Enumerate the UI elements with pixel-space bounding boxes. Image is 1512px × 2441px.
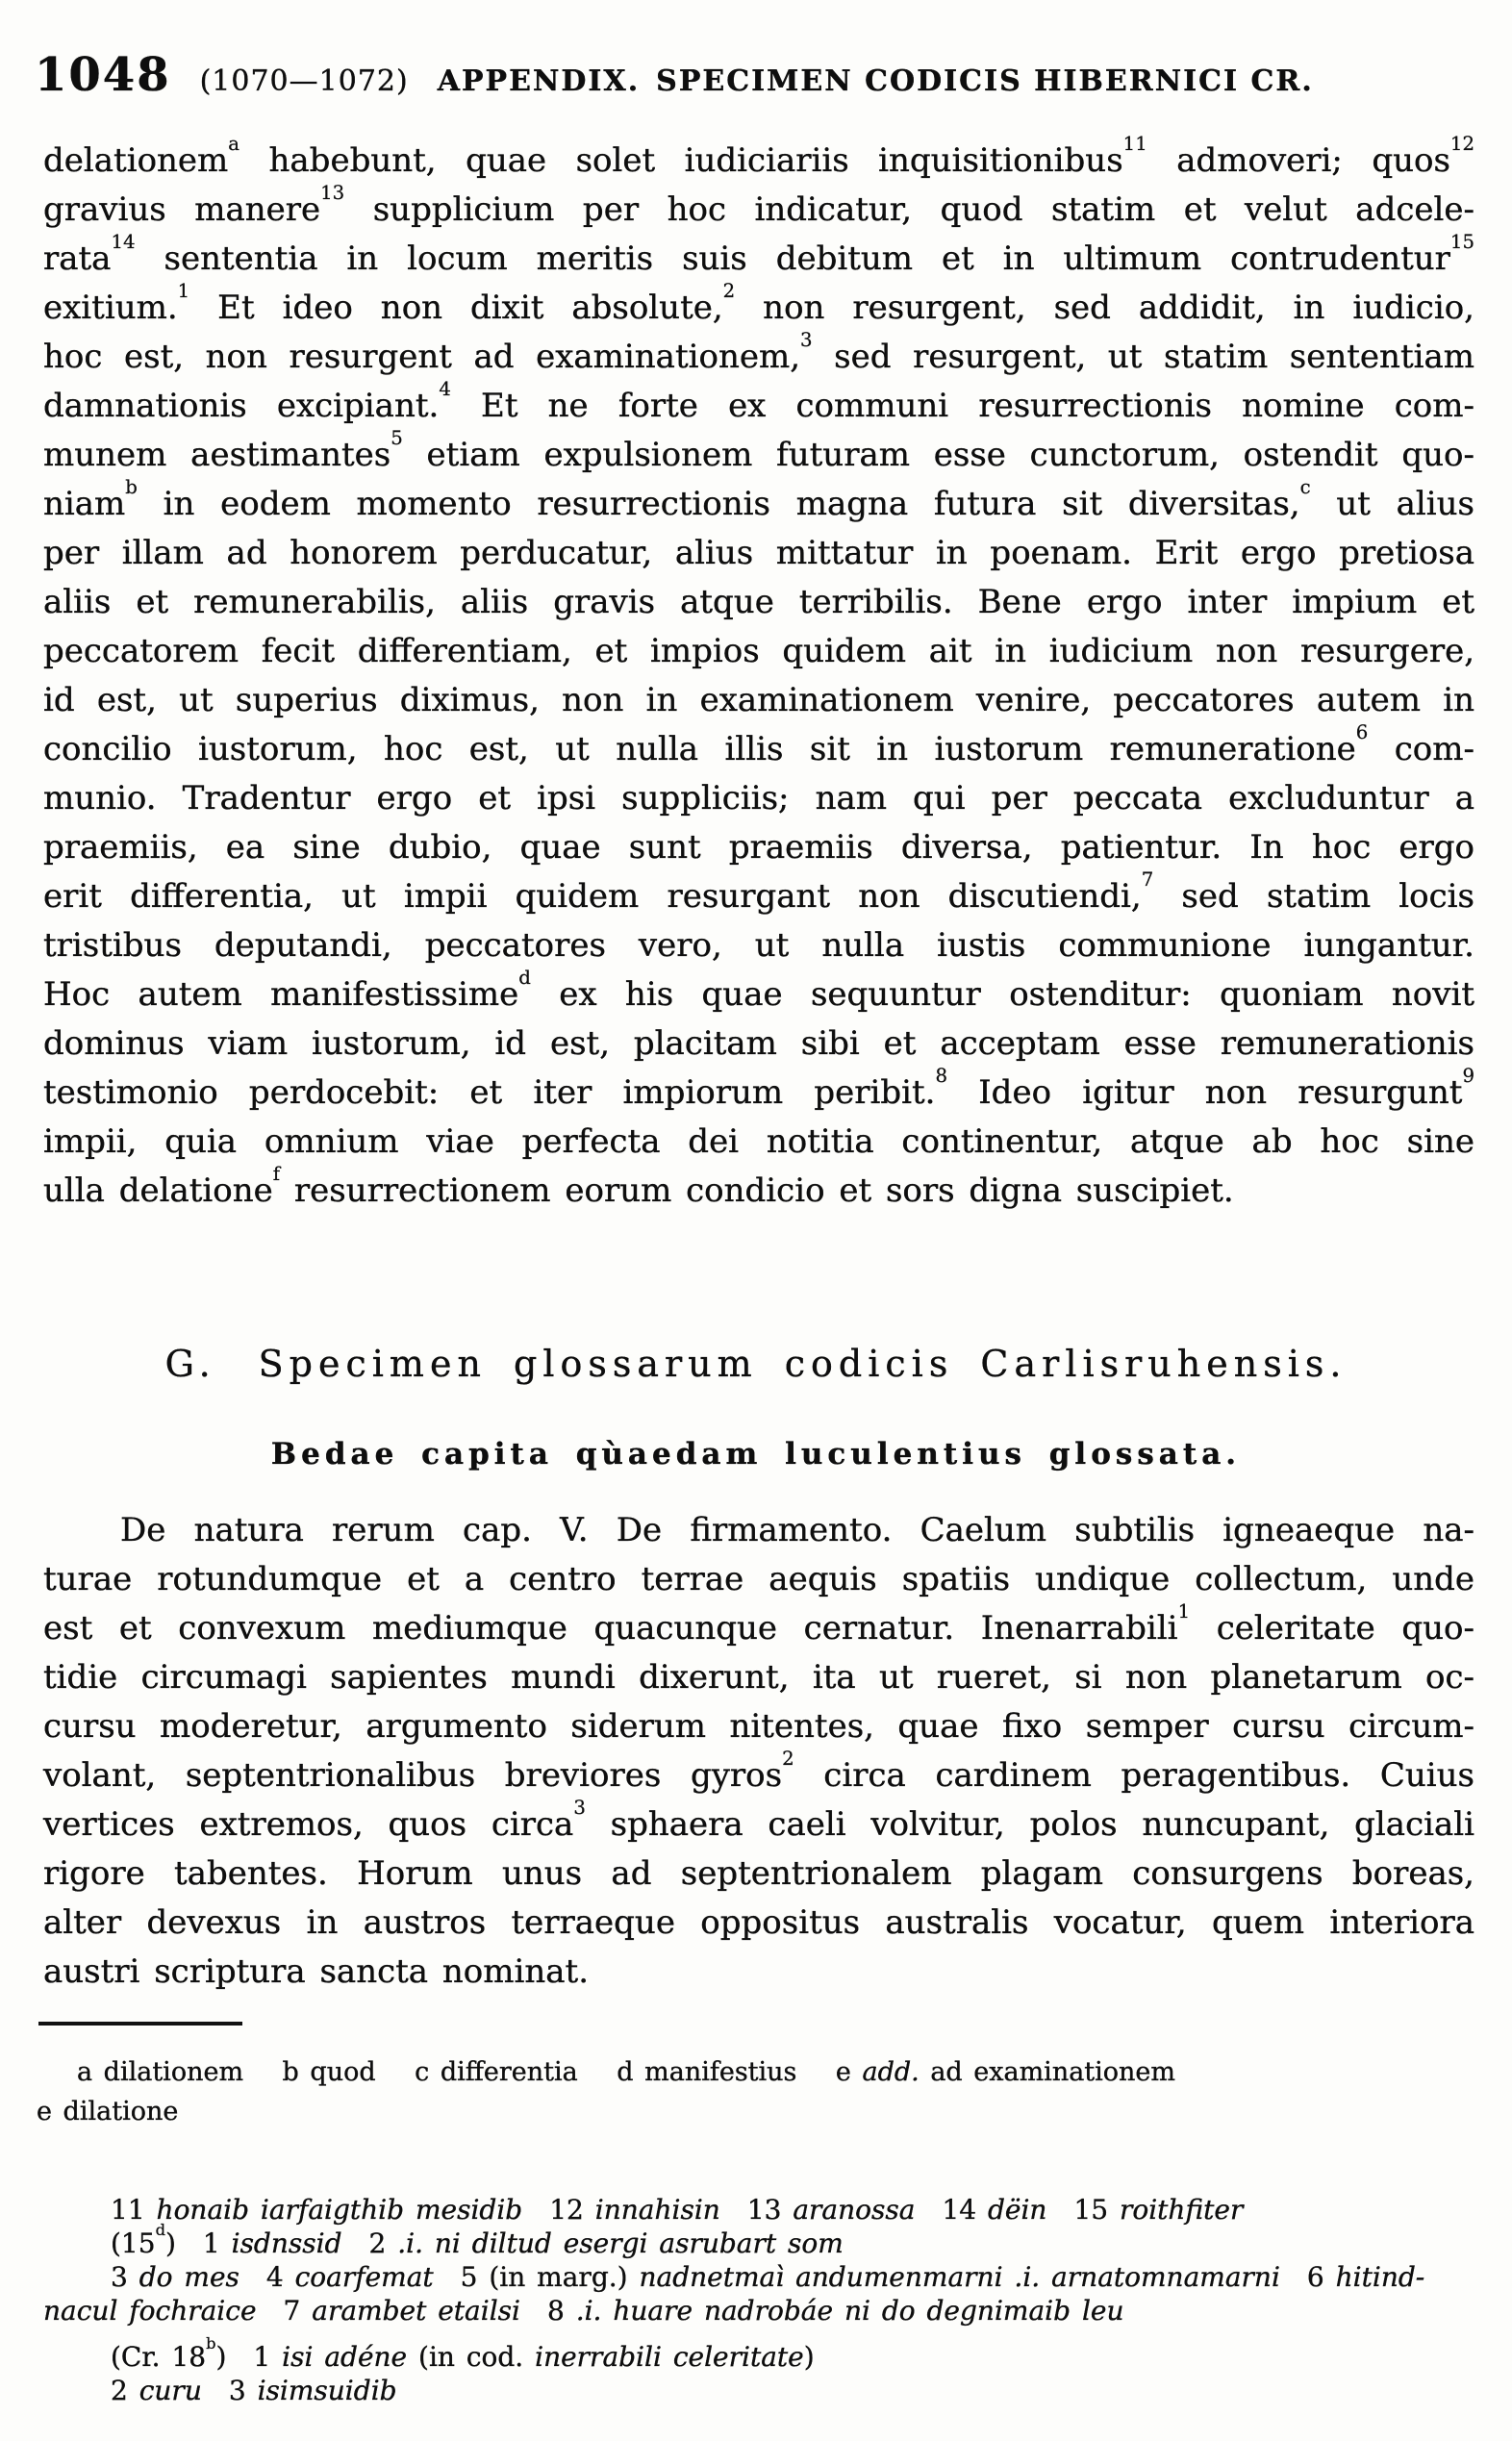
italic-gloss-text: innahisin (594, 2194, 720, 2226)
text-line: cursu moderetur, argumento siderum nitentes, quae fixo semper cursu circum- (43, 1707, 1474, 1746)
text-line: (15$^d$) 1 isdnssid 2 .i. ni diltud esergi asrubart som (111, 2220, 844, 2259)
text-line: erit differentia, ut impii quidem resurgant non discutiendi,$^7$ sed statim locis (43, 868, 1474, 916)
text-line: exitium.$^1$ Et ideo non dixit absolute,$^2$ non resurgent, sed addidit, in iudicio, (43, 279, 1474, 327)
footnote-marker: f (272, 1162, 281, 1185)
footnote-marker: 5 (391, 426, 403, 449)
italic-gloss-text: honaib iarfaigthib mesidib (156, 2194, 523, 2226)
italic-gloss-text: isi adéne (282, 2341, 408, 2373)
footnote-marker: d (518, 966, 531, 989)
text-line: De natura rerum cap. V. De firmamento. Caelum subtilis igneaeque na- (120, 1511, 1474, 1549)
text-line: niam$^b$ in eodem momento resurrectionis magna futura sit diversitas,$^c$ ut alius (43, 475, 1474, 523)
text-line: volant, septentrionalibus breviores gyros$^2$ circa cardinem peragentibus. Cuius (43, 1747, 1474, 1795)
text-line: concilio iustorum, hoc est, ut nulla illis sit in iustorum remuneratione$^6$ com- (43, 720, 1474, 768)
text-line: nacul fochraice 7 arambet etailsi 8 .i. huare nadrobáe ni do degnimaib leu (43, 2295, 1124, 2327)
text-line: a dilationem b quod c differentia d manifestius e add. ad examinationem (77, 2057, 1176, 2087)
footnote-separator-rule (38, 2022, 242, 2026)
footnote-marker: 15 (1449, 230, 1474, 253)
text-line: rigore tabentes. Horum unus ad septentrionalem plagam consurgens boreas, (43, 1854, 1474, 1893)
section-subheading: Bedae capita qùaedam luculentius glossata. (270, 1437, 1242, 1472)
italic-gloss-text: isdnssid (231, 2227, 342, 2259)
italic-gloss-text: curu (139, 2375, 202, 2406)
text-line: 11 honaib iarfaigthib mesidib 12 innahisin 13 aranossa 14 dëin 15 roithfiter (111, 2194, 1244, 2226)
text-line: impii, quia omnium viae perfecta dei notitia continentur, atque ab hoc sine (43, 1122, 1474, 1161)
footnote-marker: 14 (111, 230, 136, 253)
footnote-marker: c (1299, 475, 1311, 498)
text-line: munio. Tradentur ergo et ipsi suppliciis; nam qui per peccata excluduntur a (43, 779, 1474, 818)
page-header (35, 48, 1483, 102)
text-line: alter devexus in austros terraeque oppositus australis vocatur, quem interiora (43, 1903, 1474, 1942)
text-line: munem aestimantes$^5$ etiam expulsionem futuram esse cunctorum, ostendit quo- (43, 426, 1474, 474)
text-line: 2 curu 3 isimsuidib (111, 2375, 397, 2406)
section-heading: G. Specimen glossarum codicis Carlisruhensis. (164, 1343, 1348, 1385)
text-line: 3 do mes 4 coarfemat 5 (in marg.) nadnetmaì andumenmarni .i. arnatomnamarni 6 hitind- (111, 2261, 1425, 2293)
footnote-marker: 4 (439, 377, 451, 400)
footnote-marker: 2 (782, 1747, 794, 1770)
text-line: id est, ut superius diximus, non in examinationem venire, peccatores autem in (43, 681, 1474, 719)
text-line: ulla delatione$^f$ resurrectionem eorum condicio et sors digna suscipiet. (43, 1162, 1234, 1210)
footnote-marker: d (155, 2220, 165, 2239)
text-line: austri scriptura sancta nominat. (43, 1952, 590, 1991)
italic-gloss-text: inerrabili celeritate (535, 2341, 804, 2373)
text-line: Hoc autem manifestissime$^d$ ex his quae sequuntur ostenditur: quoniam novit (43, 966, 1474, 1014)
italic-gloss-text: aranossa (793, 2194, 916, 2226)
italic-gloss-text: dëin (987, 2194, 1047, 2226)
footnote-marker: a (228, 132, 240, 155)
irish-gloss-notes (43, 2193, 1491, 2407)
footnote-marker: 12 (1449, 132, 1474, 155)
text-line: e dilatione (37, 2097, 179, 2126)
text-line: est et convexum mediumque quacunque cernatur. Inenarrabili$^1$ celeritate quo- (43, 1599, 1474, 1648)
italic-gloss-text: arambet etailsi (312, 2295, 520, 2327)
italic-gloss-text: nacul fochraice (43, 2295, 257, 2327)
text-line: testimonio perdocebit: et iter impiorum peribit.$^8$ Ideo igitur non resurgunt$^9$ (43, 1064, 1475, 1112)
italic-gloss-text: isimsuidib (257, 2375, 397, 2406)
text-line: peccatorem fecit differentiam, et impios quidem ait in iudicium non resurgere, (43, 632, 1474, 670)
bede-text-paragraph (43, 1506, 1474, 1997)
footnote-marker: 3 (573, 1796, 586, 1819)
italic-gloss-text: .i. huare nadrobáe ni do degnimaib leu (575, 2295, 1124, 2327)
italic-gloss-text: hitind- (1335, 2261, 1425, 2293)
text-line: gravius manere$^{13}$ supplicium per hoc indicatur, quod statim et velut adcele- (43, 181, 1474, 229)
running-title: APPENDIX. SPECIMEN CODICIS HIBERNICI CR. (437, 64, 1314, 98)
footnote-marker: 9 (1462, 1064, 1475, 1087)
italic-gloss-text: nadnetmaì andumenmarni .i. arnatomnamarni (639, 2261, 1280, 2293)
footnote-marker: 13 (320, 181, 345, 204)
italic-gloss-text: coarfemat (294, 2261, 434, 2293)
text-line: vertices extremos, quos circa$^3$ sphaera caeli volvitur, polos nuncupant, glaciali (43, 1796, 1475, 1844)
footnote-marker: b (125, 475, 138, 498)
text-line: per illam ad honorem perducatur, alius mittatur in poenam. Erit ergo pretiosa (43, 534, 1474, 572)
text-line: (Cr. 18$^b$) 1 isi adéne (in cod. inerrabili celeritate) (111, 2333, 815, 2373)
footnote-marker: b (206, 2333, 216, 2353)
text-line: aliis et remunerabilis, aliis gravis atque terribilis. Bene ergo inter impium et (43, 583, 1474, 621)
text-line: hoc est, non resurgent ad examinationem,$^3$ sed resurgent, ut statim sententiam (43, 328, 1474, 376)
text-line: tidie circumagi sapientes mundi dixerunt, ita ut rueret, si non planetarum oc- (43, 1658, 1474, 1697)
text-line: delationem$^a$ habebunt, quae solet iudiciariis inquisitionibus$^{11}$ admoveri; quos$^{12}$ (43, 132, 1474, 180)
latin-commentary-paragraph (43, 132, 1475, 1216)
footnote-marker: 2 (722, 279, 736, 302)
page-number: 1048 (35, 48, 171, 102)
footnote-marker: 7 (1141, 868, 1154, 891)
footnote-marker: 8 (935, 1064, 948, 1087)
text-line: dominus viam iustorum, id est, placitam sibi et acceptam esse remunerationis (43, 1024, 1474, 1063)
text-line: tristibus deputandi, peccatores vero, ut nulla iustis communione iungantur. (43, 926, 1474, 965)
text-line: turae rotundumque et a centro terrae aequis spatiis undique collectum, unde (43, 1560, 1474, 1598)
footnote-marker: 3 (800, 328, 813, 351)
italic-gloss-text: add. (862, 2057, 920, 2087)
footnote-marker: 6 (1355, 720, 1369, 743)
text-line: praemiis, ea sine dubio, quae sunt praemiis diversa, patientur. In hoc ergo (43, 828, 1474, 867)
italic-gloss-text: roithfiter (1119, 2194, 1244, 2226)
footnote-marker: 1 (1177, 1599, 1191, 1623)
footnote-marker: 11 (1122, 132, 1147, 155)
text-line: damnationis excipiant.$^4$ Et ne forte ex communi resurrectionis nomine com- (43, 377, 1474, 425)
variant-readings-notes (37, 2052, 1479, 2131)
italic-gloss-text: .i. ni diltud esergi asrubart som (397, 2227, 844, 2259)
text-line: rata$^{14}$ sententia in locum meritis suis debitum et in ultimum contrudentur$^{15}$ (43, 230, 1474, 278)
verse-range: (1070—1072) (199, 64, 409, 98)
footnote-marker: 1 (177, 279, 190, 302)
italic-gloss-text: do mes (139, 2261, 239, 2293)
